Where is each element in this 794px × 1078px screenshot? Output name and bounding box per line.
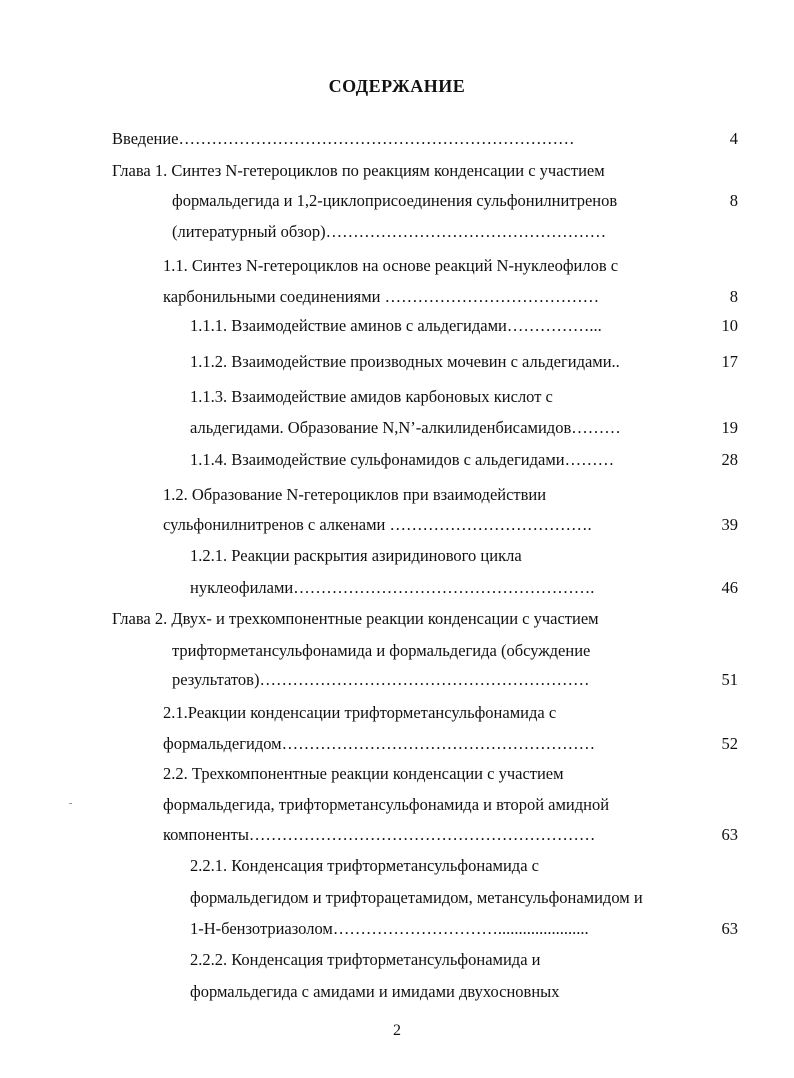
scan-speck — [69, 803, 72, 804]
toc-entry: 1.2. Образование N-гетероциклов при взаимодействии — [163, 485, 547, 504]
toc-page-number: 19 — [721, 418, 738, 437]
toc-entry: альдегидами. Образование N,N’-алкилиденбисамидов……… — [190, 418, 621, 437]
toc-page-number: 52 — [721, 734, 738, 753]
toc-page-number: 10 — [721, 316, 738, 335]
toc-entry: 2.1.Реакции конденсации трифторметансульфонамида с — [163, 703, 557, 722]
toc-entry: 1.1.3. Взаимодействие амидов карбоновых кислот с — [190, 387, 553, 406]
toc-entry: формальдегида, трифторметансульфонамида и второй амидной — [163, 795, 610, 814]
toc-page-number: 46 — [721, 578, 738, 597]
toc-entry: 1.1.1. Взаимодействие аминов с альдегидами……………... — [190, 316, 602, 335]
toc-entry: 1.1.2. Взаимодействие производных мочевин с альдегидами.. — [190, 352, 620, 371]
toc-page-number: 4 — [729, 129, 738, 148]
toc-entry: 1.2.1. Реакции раскрытия азиридинового цикла — [190, 546, 522, 565]
toc-page-number: 39 — [721, 515, 738, 534]
toc-page-number: 63 — [721, 919, 738, 938]
page-title: СОДЕРЖАНИЕ — [328, 76, 466, 96]
toc-page-number: 28 — [721, 450, 738, 469]
toc-entry: 2.2.1. Конденсация трифторметансульфонамида с — [190, 856, 539, 875]
toc-entry: 2.2. Трехкомпонентные реакции конденсации с участием — [163, 764, 564, 783]
toc-entry: (литературный обзор)…………………………………………… — [172, 222, 607, 241]
toc-page-number: 63 — [721, 825, 738, 844]
toc-page-number: 51 — [721, 670, 738, 689]
toc-entry: Глава 2. Двух- и трехкомпонентные реакции конденсации с участием — [112, 609, 599, 628]
toc-entry: формальдегида с амидами и имидами двухосновных — [190, 982, 560, 1001]
toc-entry: карбонильными соединениями ………………………………… — [163, 287, 600, 306]
toc-entry: формальдегида и 1,2-циклоприсоединения сульфонилнитренов — [172, 191, 618, 210]
toc-entry: 1-H-бензотриазолом…………………………...................... — [190, 919, 589, 938]
toc-entry: 2.2.2. Конденсация трифторметансульфонамида и — [190, 950, 541, 969]
toc-entry: результатов)…………………………………………………… — [172, 670, 590, 689]
toc-entry: Введение……………………………………………………………… — [112, 129, 575, 148]
toc-entry: 1.1.4. Взаимодействие сульфонамидов с альдегидами……… — [190, 450, 615, 469]
toc-entry: формальдегидом и трифторацетамидом, метансульфонамидом и — [190, 888, 643, 907]
toc-entry: 1.1. Синтез N-гетероциклов на основе реакций N-нуклеофилов с — [163, 256, 619, 275]
toc-entry: формальдегидом………………………………………………… — [163, 734, 596, 753]
toc-page-number: 17 — [721, 352, 738, 371]
toc-entry: сульфонилнитренов с алкенами ………………………………. — [163, 515, 592, 534]
toc-entry: компоненты……………………………………………………… — [163, 825, 596, 844]
page-number: 2 — [393, 1022, 401, 1039]
toc-page-number: 8 — [729, 191, 738, 210]
toc-entry: нуклеофилами………………………………………………. — [190, 578, 595, 597]
toc-entry: Глава 1. Синтез N-гетероциклов по реакциям конденсации с участием — [112, 161, 605, 180]
toc-entry: трифторметансульфонамида и формальдегида (обсуждение — [172, 641, 591, 660]
toc-page-number: 8 — [729, 287, 738, 306]
